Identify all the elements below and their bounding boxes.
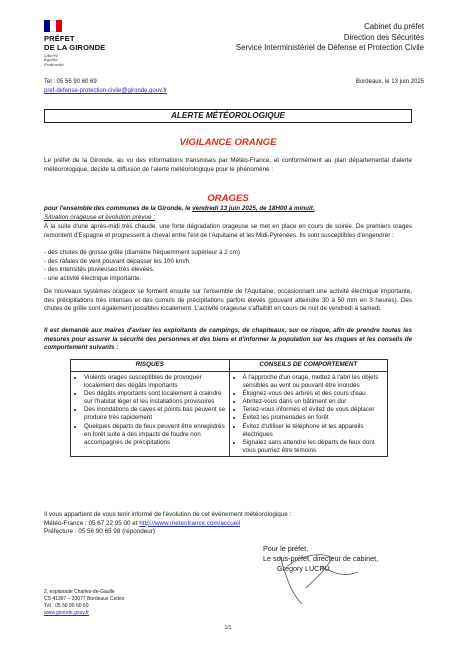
footer-website-link[interactable]: www.gironde.gouv.fr: [44, 610, 89, 617]
followup-text: Il vous appartient de vous tenir informé de l'évolution de cet événement météorologique :: [44, 511, 292, 518]
meteo-france-line: [44, 520, 291, 529]
prefecture-logo-text: [44, 35, 105, 52]
issuer-cabinet: Cabinet du préfet: [364, 22, 424, 31]
signature-line2: Le sous-préfet, directeur de cabinet,: [263, 554, 379, 563]
issuer-direction: Direction des Sécurités: [343, 32, 424, 42]
republic-motto: [44, 54, 64, 67]
issuer-service: Service Interministériel de Défense et Protection Civile: [235, 43, 424, 53]
scope-period: vendredi 13 juin 2025, de 18H00 à minuit.: [192, 205, 315, 212]
signature-line1: Pour le préfet,: [263, 544, 309, 553]
footer-postal: CS 41397 – 33077 Bordeaux Cedex: [44, 596, 125, 603]
situation-text: À la suite d'une après-midi très chaude, une forte dégradation orageuse se met en place en cours de soirée. De premiers orages remontent d'Espagne et progressent à cheval entre l'est de l'Aquitaine et les Midi-Pyrénées. Ils sont susceptibles d'engendrer :: [44, 223, 412, 239]
advice-column-header: CONSEILS DE COMPORTEMENT: [229, 360, 388, 372]
risks-advice-table: [70, 359, 388, 457]
meteo-france-label: Météo-France : 05 67 22 95 00 et: [44, 519, 140, 527]
motto-liberte: Liberté: [44, 53, 59, 58]
motto-egalite: Égalité: [44, 57, 58, 63]
advice-item: • Signalez sans attendre les départs de feux dont vous pourriez être témoins: [243, 439, 385, 455]
phenomenon-title: ORAGES: [207, 193, 249, 204]
document-title: ALERTE MÉTÉOROLOGIQUE: [44, 109, 412, 123]
motto-fraternite: Fraternité: [44, 61, 64, 67]
risks-column-header: RISQUES: [71, 360, 230, 372]
risk-item: • Quelques départs de feux peuvent être enregistrés en forêt suite à des impacts de foudre non accompagnés de précipitations: [84, 423, 226, 447]
marianne-flag-logo: [44, 20, 62, 32]
situation-list: [44, 249, 412, 283]
vigilance-level: VIGILANCE ORANGE: [179, 137, 277, 148]
advice-cell: [229, 372, 388, 457]
list-item: - des chutes de grosse grêle (diamètre fréquemment supérieur à 2 cm): [44, 249, 240, 256]
signatory-name: Grégory LUCRU: [277, 564, 330, 573]
list-item: - des rafales de vent pouvant dépasser les 100 km/h: [44, 257, 190, 265]
risk-item: • Des dégâts importants sont localement à craindre sur l'habitat léger et les installations provisoires: [84, 390, 226, 406]
issuer-block: [236, 22, 424, 54]
risk-item: • Des inondations de caves et points bas peuvent se produire très rapidement: [84, 406, 226, 422]
mayors-request: Il est demandé aux maires d'aviser les exploitants de campings, de chapiteaux, sur ce risque, afin de prendre toutes les mesures pour assurer la sécurité des personnes et des biens et d'informer la population sur les risques et les conseils de comportement suivants :: [44, 327, 412, 351]
meteo-france-link[interactable]: http://www.meteofrance.com/accueil: [139, 519, 241, 527]
list-item: - des intensités pluvieuses très élevées.: [44, 266, 155, 273]
contact-email-link[interactable]: pref-defense-protection-civile@gironde.gouv.fr: [44, 88, 168, 94]
risk-item: • Violents orages susceptibles de provoquer localement des dégâts importants: [84, 374, 226, 390]
handwritten-signature: [262, 548, 392, 608]
prefecture-phone: Préfecture : 05 56 90 65 98 (répondeur): [44, 528, 155, 536]
advice-item: • Tenez-vous informés et évitez de vous déplacer: [243, 406, 385, 414]
prefecture-name-line1: PRÉFET: [44, 34, 75, 43]
situation-heading: Situation orageuse et évolution prévue :: [44, 214, 155, 221]
followup-block: [44, 511, 291, 537]
advice-item: • À l'approche d'un orage, mettez à l'abri les objets sensibles au vent ou pouvant être inondés: [243, 374, 385, 390]
risks-cell: [71, 372, 230, 457]
advice-item: • Éloignez-vous des arbres et des cours d'eau: [243, 390, 385, 398]
prefecture-name-line2: DE LA GIRONDE: [44, 42, 106, 52]
footer-phone: Tél : 05 56 90 60 60: [44, 603, 89, 610]
footer-address: [44, 589, 124, 617]
scope-prefix: pour l'ensemble des communes de la Gironde, le: [44, 205, 193, 212]
advice-item: • Évitez les promenades en forêt: [243, 414, 385, 422]
alert-scope: [44, 205, 315, 212]
advice-item: • Évitez d'utiliser le téléphone et les appareils électriques: [243, 423, 385, 439]
footer-street: 2, esplanade Charles-de-Gaulle: [44, 589, 115, 595]
advice-item: • Abritez-vous dans un bâtiment en dur: [243, 398, 385, 406]
document-date: Bordeaux, le 13 juin 2025: [355, 79, 424, 85]
page-number: 1/1: [224, 625, 232, 631]
situation-text-2: De nouveaux systèmes orageux se forment ensuite sur l'ensemble de l'Aquitaine, occasionnant une activité électrique importante, des précipitations très intenses et des cumuls de précipitations parfois élevés (pouvant atteindre 30 à 50 mm en 3 heures). Des chutes de grêle sont également possibles localement. L'activité orageuse s'affaiblit en cours de nuit de vendredi à samedi.: [44, 288, 412, 312]
list-item: - une activité électrique importante.: [44, 274, 142, 282]
intro-paragraph: Le préfet de la Gironde, au vu des informations transmises par Météo-France, et conformément au plan départemental d'alerte météorologique, décide la diffusion de l'alerte météorologique pour le phénomène :: [44, 157, 412, 173]
contact-phone: Tel : 05 56 90 60 69: [44, 79, 97, 85]
